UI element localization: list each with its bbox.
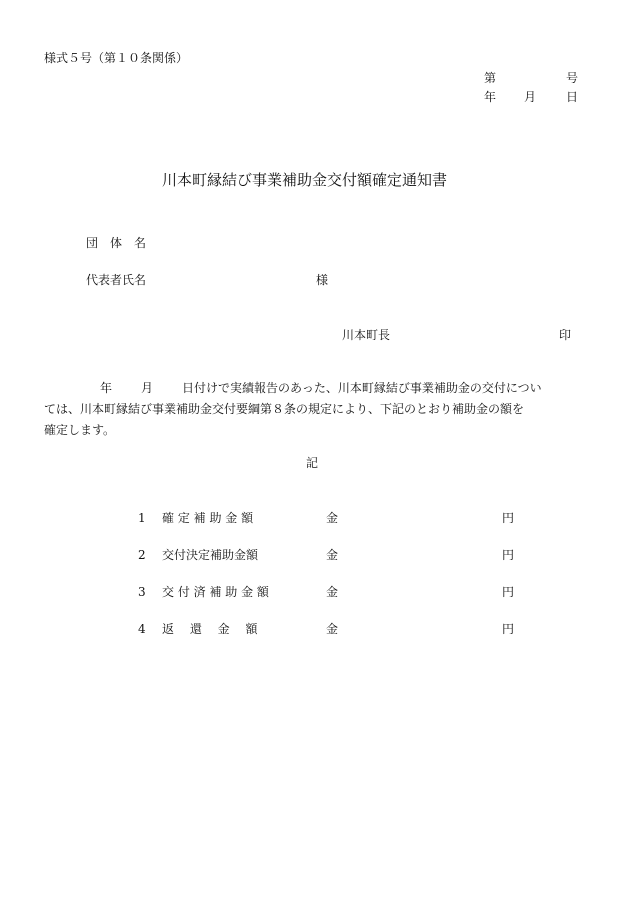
item-kin: 金 xyxy=(326,548,339,562)
document-title: 川本町縁結び事業補助金交付額確定通知書 xyxy=(162,171,448,189)
item-yen: 円 xyxy=(502,548,515,562)
item-number: 1 xyxy=(138,511,146,525)
body-date-month: 月 xyxy=(141,381,154,395)
item-label: 確 定 補 助 金 額 xyxy=(162,511,254,525)
body-line-3: 確定します。 xyxy=(44,423,116,437)
recipient-honorific: 様 xyxy=(316,273,329,287)
item-label: 交 付 済 補 助 金 額 xyxy=(162,585,269,599)
date-year: 年 xyxy=(484,90,497,104)
form-label: 様式５号（第１０条関係） xyxy=(44,51,189,65)
item-kin: 金 xyxy=(326,585,339,599)
body-line-1: 日付けで実績報告のあった、川本町縁結び事業補助金の交付につい xyxy=(182,381,542,395)
document-number-suffix: 号 xyxy=(566,71,579,85)
item-yen: 円 xyxy=(502,511,515,525)
item-kin: 金 xyxy=(326,622,339,636)
item-row xyxy=(0,623,630,639)
item-row xyxy=(0,512,630,528)
item-row xyxy=(0,586,630,602)
item-kin: 金 xyxy=(326,511,339,525)
item-label: 交付決定補助金額 xyxy=(162,548,259,562)
item-row xyxy=(0,549,630,565)
issuer-name: 川本町長 xyxy=(342,328,391,342)
item-yen: 円 xyxy=(502,585,515,599)
item-number: 2 xyxy=(138,548,146,562)
body-date-year: 年 xyxy=(100,381,113,395)
item-yen: 円 xyxy=(502,622,515,636)
item-number: 3 xyxy=(138,585,146,599)
item-label: 返 還 金 額 xyxy=(162,622,258,636)
document-number-prefix: 第 xyxy=(484,71,497,85)
issuer-seal: 印 xyxy=(559,328,572,342)
recipient-org-label: 団 体 名 xyxy=(86,236,147,250)
date-month: 月 xyxy=(524,90,537,104)
date-day: 日 xyxy=(566,90,579,104)
item-number: 4 xyxy=(138,622,146,636)
body-line-2: ては、川本町縁結び事業補助金交付要綱第８条の規定により、下記のとおり補助金の額を xyxy=(44,402,525,416)
recipient-rep-label: 代表者氏名 xyxy=(86,273,147,287)
ki-heading: 記 xyxy=(306,456,319,470)
